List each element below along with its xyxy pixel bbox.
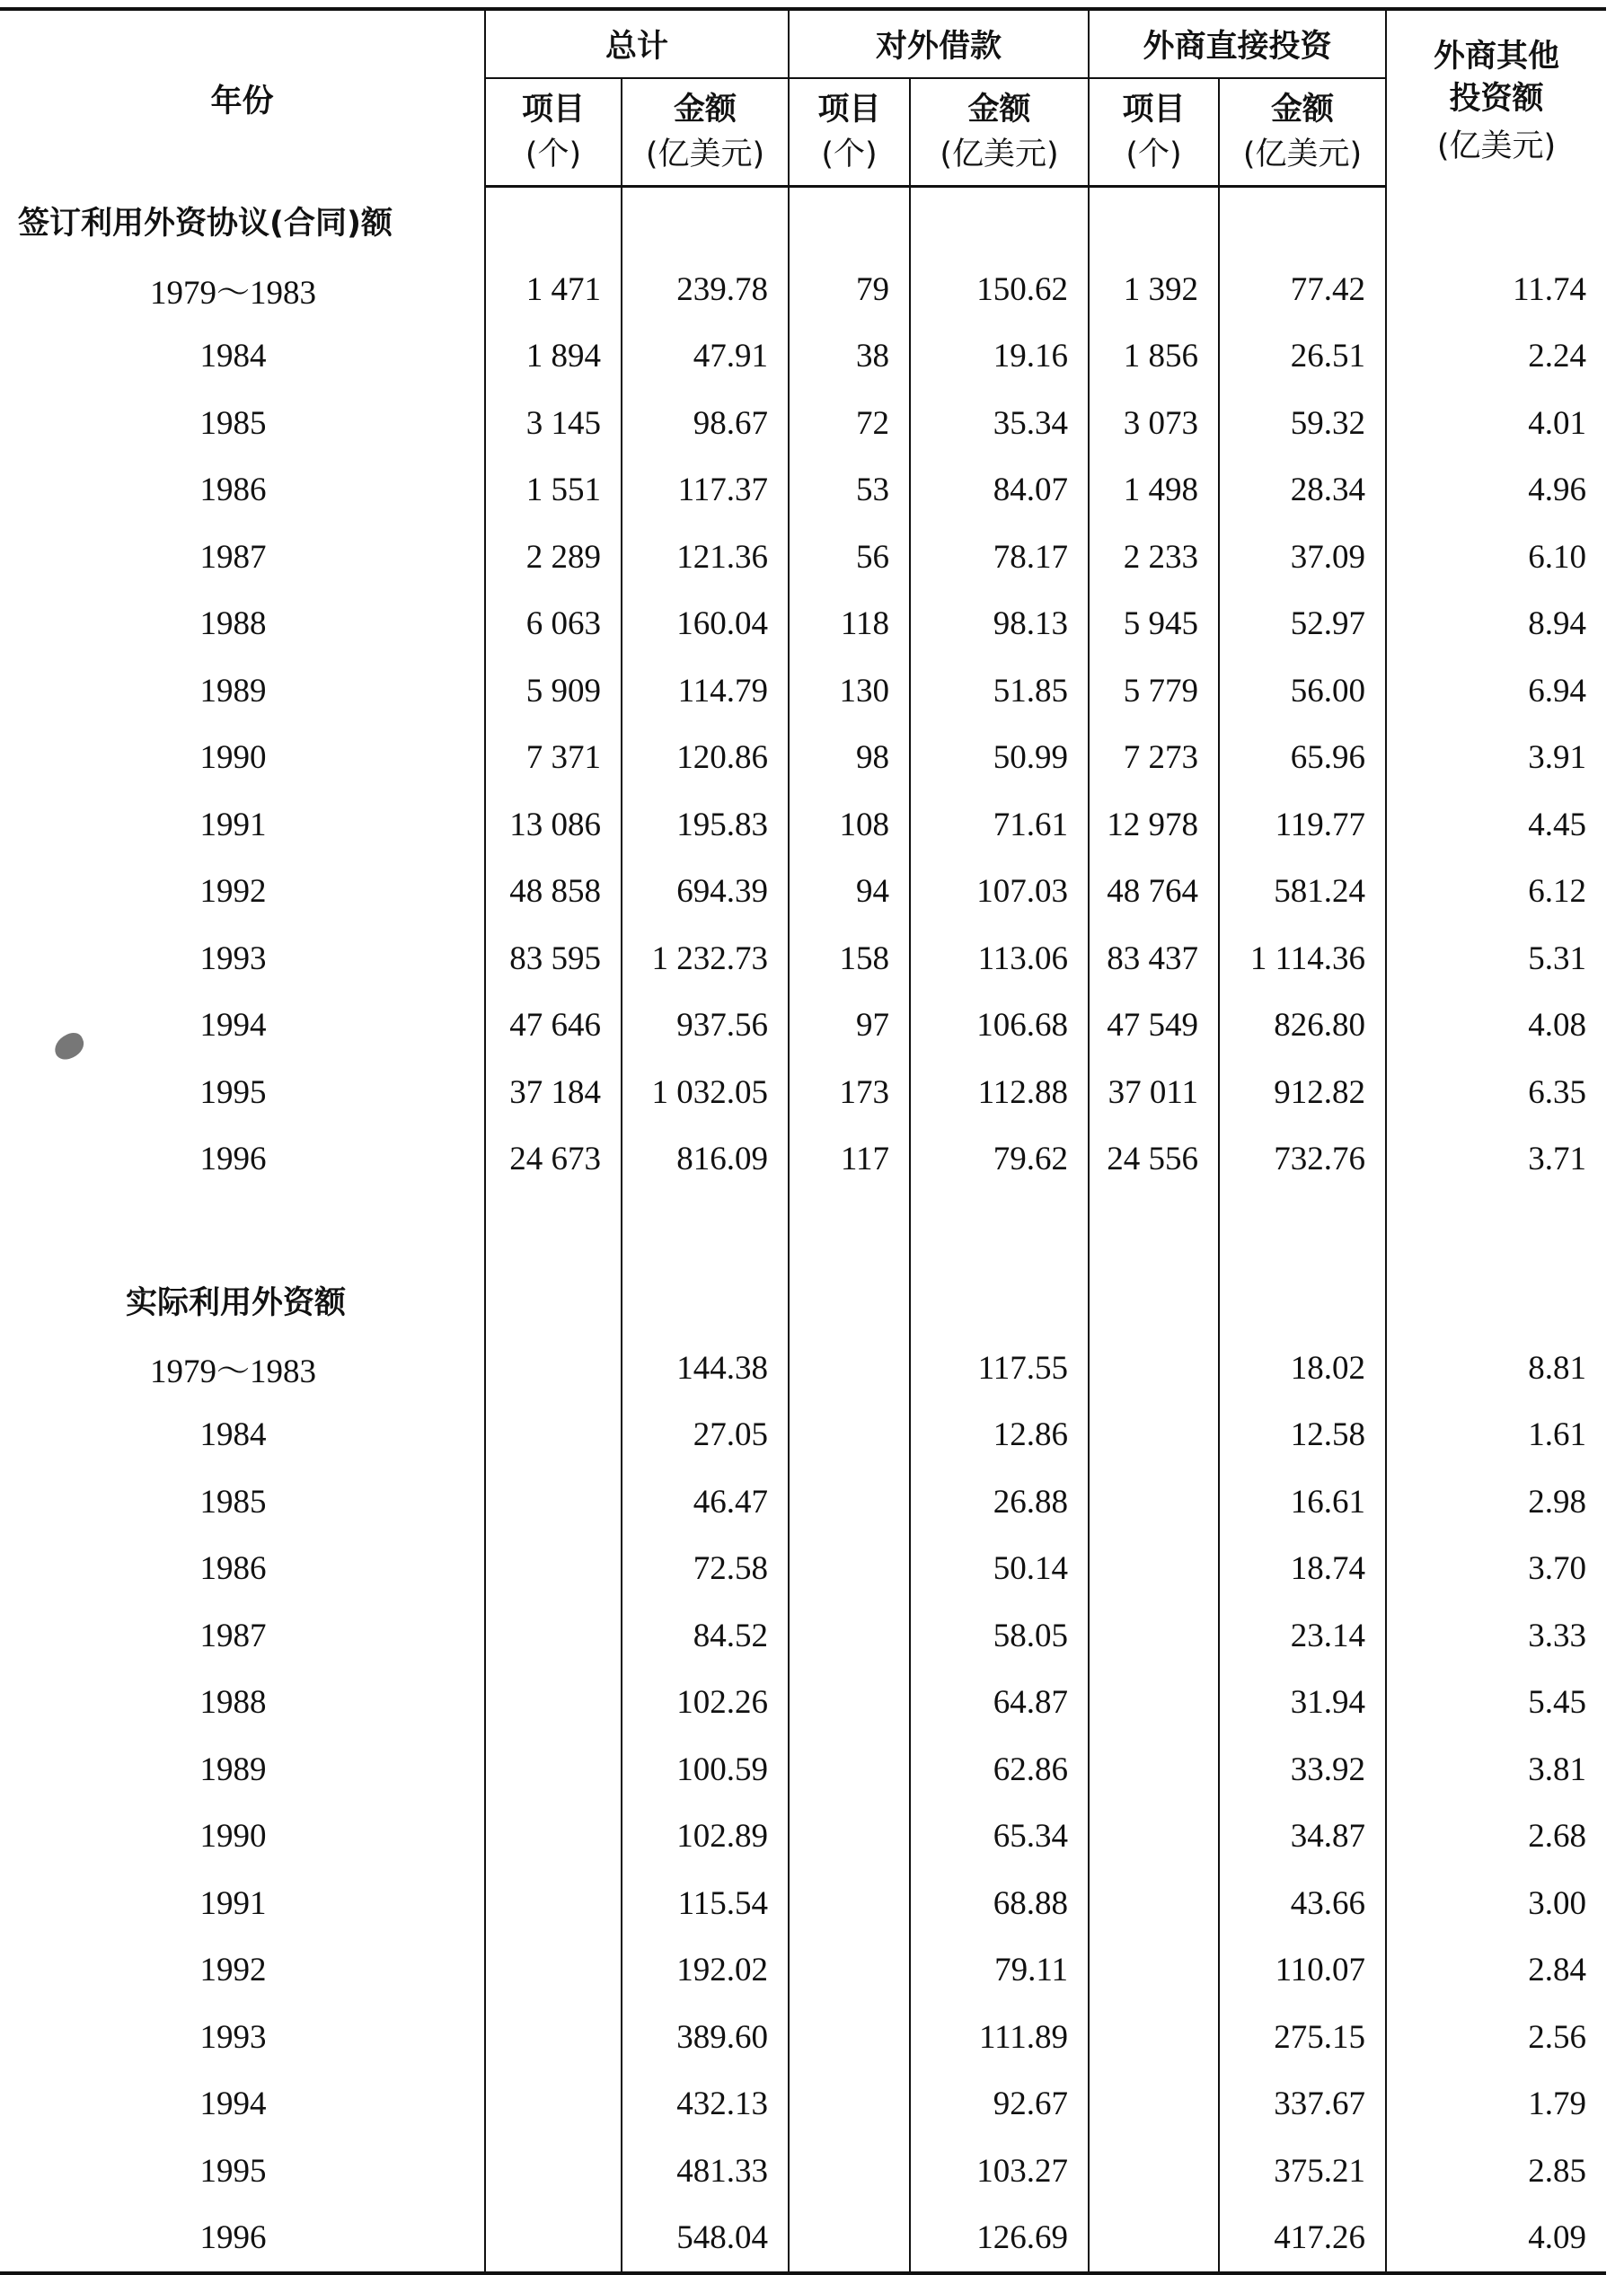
value-cell: 47 646 <box>485 992 622 1060</box>
value-cell: 114.79 <box>622 657 789 725</box>
value-cell: 53 <box>789 457 910 525</box>
value-cell: 58.05 <box>910 1602 1089 1670</box>
table-row <box>0 1670 1606 1737</box>
amount-unit: (亿美元) <box>940 137 1059 172</box>
value-cell: 98 <box>789 725 910 792</box>
value-cell: 417.26 <box>1219 2205 1386 2274</box>
value-cell: 5 909 <box>485 657 622 725</box>
year-cell: 1988 <box>199 1684 267 1722</box>
value-cell <box>1089 1803 1219 1871</box>
table-row <box>0 390 1606 457</box>
value-cell: 92.67 <box>910 2071 1089 2138</box>
value-cell: 1 392 <box>1089 256 1219 323</box>
table-body <box>0 187 1606 2274</box>
value-cell: 106.68 <box>910 992 1089 1060</box>
amount-unit: (亿美元) <box>645 137 765 172</box>
value-cell: 72.58 <box>622 1536 789 1603</box>
value-cell <box>485 2004 622 2071</box>
value-cell: 3.00 <box>1386 1870 1606 1937</box>
value-cell: 2 289 <box>485 524 622 591</box>
year-cell: 1987 <box>199 538 267 576</box>
value-cell: 103.27 <box>910 2138 1089 2205</box>
value-cell <box>485 1803 622 1871</box>
table-row <box>0 591 1606 658</box>
value-cell: 3.91 <box>1386 725 1606 792</box>
value-cell: 47.91 <box>622 323 789 391</box>
value-cell: 64.87 <box>910 1670 1089 1737</box>
year-cell: 1990 <box>199 1818 267 1856</box>
fdi-group-header: 外商直接投资 <box>1089 9 1386 78</box>
value-cell: 2.68 <box>1386 1803 1606 1871</box>
value-cell: 26.51 <box>1219 323 1386 391</box>
value-cell: 111.89 <box>910 2004 1089 2071</box>
table-row <box>0 1468 1606 1536</box>
value-cell: 50.99 <box>910 725 1089 792</box>
value-cell: 3.70 <box>1386 1536 1606 1603</box>
value-cell: 337.67 <box>1219 2071 1386 2138</box>
value-cell <box>789 1468 910 1536</box>
value-cell <box>789 2004 910 2071</box>
value-cell: 107.03 <box>910 859 1089 926</box>
value-cell: 78.17 <box>910 524 1089 591</box>
value-cell: 130 <box>789 657 910 725</box>
count-label: 项目 <box>521 92 585 128</box>
value-cell: 2.84 <box>1386 1937 1606 2005</box>
value-cell <box>485 1335 622 1402</box>
value-cell <box>789 1602 910 1670</box>
value-cell <box>1089 1602 1219 1670</box>
value-cell: 2.98 <box>1386 1468 1606 1536</box>
value-cell: 37 011 <box>1089 1059 1219 1126</box>
value-cell: 150.62 <box>910 256 1089 323</box>
table-row <box>0 1126 1606 1194</box>
value-cell <box>485 2138 622 2205</box>
amount-label: 金额 <box>1271 92 1335 128</box>
value-cell: 23.14 <box>1219 1602 1386 1670</box>
year-cell: 1994 <box>199 1007 267 1045</box>
value-cell: 72 <box>789 390 910 457</box>
value-cell: 4.96 <box>1386 457 1606 525</box>
value-cell: 13 086 <box>485 791 622 859</box>
table-row <box>0 256 1606 323</box>
value-cell: 47 549 <box>1089 992 1219 1060</box>
value-cell: 375.21 <box>1219 2138 1386 2205</box>
other-investment-label-2: 投资额 <box>1449 80 1544 117</box>
foreign-capital-table <box>0 7 1606 2275</box>
year-cell: 1994 <box>199 2085 267 2123</box>
fdi-amount-header <box>1219 78 1386 187</box>
value-cell: 126.69 <box>910 2205 1089 2274</box>
value-cell: 7 273 <box>1089 725 1219 792</box>
value-cell: 84.52 <box>622 1602 789 1670</box>
year-cell: 1992 <box>199 1952 267 1989</box>
value-cell <box>1089 1402 1219 1469</box>
value-cell <box>1089 2205 1219 2274</box>
year-cell: 1995 <box>199 1073 267 1111</box>
value-cell: 37 184 <box>485 1059 622 1126</box>
value-cell: 8.94 <box>1386 591 1606 658</box>
value-cell: 1 894 <box>485 323 622 391</box>
value-cell: 50.14 <box>910 1536 1089 1603</box>
value-cell: 4.45 <box>1386 791 1606 859</box>
value-cell <box>1089 1536 1219 1603</box>
value-cell: 548.04 <box>622 2205 789 2274</box>
value-cell: 112.88 <box>910 1059 1089 1126</box>
value-cell: 3.81 <box>1386 1736 1606 1803</box>
value-cell <box>485 1402 622 1469</box>
value-cell: 275.15 <box>1219 2004 1386 2071</box>
value-cell: 937.56 <box>622 992 789 1060</box>
table-row <box>0 859 1606 926</box>
value-cell: 581.24 <box>1219 859 1386 926</box>
year-cell: 1995 <box>199 2152 267 2190</box>
value-cell: 56 <box>789 524 910 591</box>
value-cell: 6.10 <box>1386 524 1606 591</box>
other-investment-header <box>1386 9 1606 187</box>
value-cell <box>1089 1937 1219 2005</box>
value-cell <box>485 1602 622 1670</box>
value-cell: 192.02 <box>622 1937 789 2005</box>
value-cell: 1 471 <box>485 256 622 323</box>
table-row <box>0 2138 1606 2205</box>
value-cell: 110.07 <box>1219 1937 1386 2005</box>
value-cell <box>485 1670 622 1737</box>
value-cell: 3 145 <box>485 390 622 457</box>
value-cell: 8.81 <box>1386 1335 1606 1402</box>
value-cell: 6 063 <box>485 591 622 658</box>
table-row <box>0 457 1606 525</box>
value-cell: 48 858 <box>485 859 622 926</box>
value-cell: 6.35 <box>1386 1059 1606 1126</box>
amount-label: 金额 <box>674 92 737 128</box>
value-cell <box>789 1803 910 1871</box>
count-unit: (个) <box>821 137 878 172</box>
year-cell: 1979～1983 <box>150 275 316 313</box>
year-cell: 1989 <box>199 1750 267 1788</box>
value-cell: 43.66 <box>1219 1870 1386 1937</box>
table-row <box>0 1736 1606 1803</box>
value-cell: 98.67 <box>622 390 789 457</box>
value-cell: 108 <box>789 791 910 859</box>
value-cell <box>1089 1670 1219 1737</box>
value-cell: 27.05 <box>622 1402 789 1469</box>
value-cell <box>789 2138 910 2205</box>
value-cell <box>1089 1736 1219 1803</box>
value-cell: 98.13 <box>910 591 1089 658</box>
value-cell: 83 437 <box>1089 925 1219 992</box>
table-row <box>0 524 1606 591</box>
value-cell: 432.13 <box>622 2071 789 2138</box>
value-cell: 2.56 <box>1386 2004 1606 2071</box>
table-row <box>0 323 1606 391</box>
value-cell: 816.09 <box>622 1126 789 1194</box>
value-cell: 26.88 <box>910 1468 1089 1536</box>
value-cell <box>485 1736 622 1803</box>
value-cell: 77.42 <box>1219 256 1386 323</box>
value-cell: 4.09 <box>1386 2205 1606 2274</box>
value-cell: 37.09 <box>1219 524 1386 591</box>
table-row <box>0 1937 1606 2005</box>
value-cell: 102.89 <box>622 1803 789 1871</box>
year-cell: 1996 <box>199 1141 267 1178</box>
year-cell: 1985 <box>199 404 267 442</box>
amount-label: 金额 <box>967 92 1031 128</box>
value-cell <box>1089 1468 1219 1536</box>
value-cell: 33.92 <box>1219 1736 1386 1803</box>
year-cell: 1992 <box>199 873 267 911</box>
value-cell: 31.94 <box>1219 1670 1386 1737</box>
value-cell: 59.32 <box>1219 390 1386 457</box>
value-cell: 1.61 <box>1386 1402 1606 1469</box>
value-cell: 3.71 <box>1386 1126 1606 1194</box>
value-cell: 826.80 <box>1219 992 1386 1060</box>
table-row <box>0 1602 1606 1670</box>
value-cell: 119.77 <box>1219 791 1386 859</box>
value-cell: 3 073 <box>1089 390 1219 457</box>
value-cell: 1 032.05 <box>622 1059 789 1126</box>
table-row <box>0 1335 1606 1402</box>
value-cell: 84.07 <box>910 457 1089 525</box>
value-cell: 2.85 <box>1386 2138 1606 2205</box>
table-row <box>0 925 1606 992</box>
value-cell: 389.60 <box>622 2004 789 2071</box>
value-cell: 1 498 <box>1089 457 1219 525</box>
value-cell: 1 551 <box>485 457 622 525</box>
table-row <box>0 791 1606 859</box>
value-cell <box>1089 1870 1219 1937</box>
value-cell: 113.06 <box>910 925 1089 992</box>
table-row <box>0 2004 1606 2071</box>
value-cell: 94 <box>789 859 910 926</box>
value-cell: 117 <box>789 1126 910 1194</box>
value-cell <box>485 2205 622 2274</box>
other-investment-label-1: 外商其他 <box>1434 38 1560 75</box>
value-cell: 6.94 <box>1386 657 1606 725</box>
year-cell: 1996 <box>199 2219 267 2257</box>
value-cell: 1 232.73 <box>622 925 789 992</box>
value-cell: 2.24 <box>1386 323 1606 391</box>
value-cell <box>485 1468 622 1536</box>
year-cell: 1990 <box>199 739 267 777</box>
year-cell: 1986 <box>199 472 267 509</box>
value-cell <box>789 1736 910 1803</box>
value-cell: 912.82 <box>1219 1059 1386 1126</box>
value-cell: 732.76 <box>1219 1126 1386 1194</box>
value-cell: 51.85 <box>910 657 1089 725</box>
value-cell: 68.88 <box>910 1870 1089 1937</box>
year-cell: 1991 <box>199 1884 267 1922</box>
value-cell <box>485 1870 622 1937</box>
total-group-header: 总计 <box>485 9 789 78</box>
table-row <box>0 1536 1606 1603</box>
table-row <box>0 1803 1606 1871</box>
value-cell: 117.55 <box>910 1335 1089 1402</box>
year-cell: 1991 <box>199 806 267 843</box>
year-cell: 1993 <box>199 2018 267 2056</box>
value-cell: 97 <box>789 992 910 1060</box>
value-cell <box>485 1937 622 2005</box>
value-cell: 71.61 <box>910 791 1089 859</box>
total-amount-header <box>622 78 789 187</box>
value-cell: 28.34 <box>1219 457 1386 525</box>
year-cell: 1986 <box>199 1550 267 1588</box>
value-cell: 46.47 <box>622 1468 789 1536</box>
value-cell: 12.58 <box>1219 1402 1386 1469</box>
value-cell <box>1089 2071 1219 2138</box>
value-cell: 19.16 <box>910 323 1089 391</box>
value-cell: 5.31 <box>1386 925 1606 992</box>
value-cell <box>789 1335 910 1402</box>
value-cell: 7 371 <box>485 725 622 792</box>
value-cell: 102.26 <box>622 1670 789 1737</box>
section-title-contracted: 签订利用外资协议(合同)额 <box>18 206 393 242</box>
value-cell: 24 673 <box>485 1126 622 1194</box>
foreign-loans-group-header: 对外借款 <box>789 9 1089 78</box>
count-unit: (个) <box>525 137 582 172</box>
value-cell: 56.00 <box>1219 657 1386 725</box>
value-cell: 2 233 <box>1089 524 1219 591</box>
table-row <box>0 1059 1606 1126</box>
value-cell: 118 <box>789 591 910 658</box>
table-row <box>0 992 1606 1060</box>
other-investment-label-3: (亿美元) <box>1436 128 1557 164</box>
year-cell: 1987 <box>199 1617 267 1654</box>
value-cell: 1 856 <box>1089 323 1219 391</box>
count-unit: (个) <box>1125 137 1182 172</box>
year-cell: 1989 <box>199 672 267 710</box>
value-cell: 65.34 <box>910 1803 1089 1871</box>
value-cell: 144.38 <box>622 1335 789 1402</box>
table-row <box>0 2205 1606 2274</box>
value-cell: 120.86 <box>622 725 789 792</box>
value-cell <box>1089 2004 1219 2071</box>
value-cell: 65.96 <box>1219 725 1386 792</box>
value-cell: 18.02 <box>1219 1335 1386 1402</box>
value-cell: 239.78 <box>622 256 789 323</box>
table-row <box>0 657 1606 725</box>
value-cell: 158 <box>789 925 910 992</box>
value-cell: 34.87 <box>1219 1803 1386 1871</box>
value-cell: 5.45 <box>1386 1670 1606 1737</box>
value-cell <box>789 1870 910 1937</box>
loans-count-header <box>789 78 910 187</box>
value-cell: 12 978 <box>1089 791 1219 859</box>
value-cell: 100.59 <box>622 1736 789 1803</box>
count-label: 项目 <box>817 92 881 128</box>
value-cell <box>789 2205 910 2274</box>
value-cell: 18.74 <box>1219 1536 1386 1603</box>
value-cell <box>789 1937 910 2005</box>
value-cell: 16.61 <box>1219 1468 1386 1536</box>
value-cell: 5 779 <box>1089 657 1219 725</box>
value-cell: 5 945 <box>1089 591 1219 658</box>
value-cell: 35.34 <box>910 390 1089 457</box>
value-cell: 117.37 <box>622 457 789 525</box>
year-cell: 1979～1983 <box>150 1354 316 1391</box>
value-cell: 4.08 <box>1386 992 1606 1060</box>
value-cell <box>789 1670 910 1737</box>
value-cell: 83 595 <box>485 925 622 992</box>
value-cell: 1 114.36 <box>1219 925 1386 992</box>
value-cell: 62.86 <box>910 1736 1089 1803</box>
value-cell: 38 <box>789 323 910 391</box>
year-cell: 1993 <box>199 939 267 977</box>
value-cell: 481.33 <box>622 2138 789 2205</box>
section-row-contracted <box>0 187 1606 257</box>
value-cell: 79 <box>789 256 910 323</box>
value-cell <box>789 2071 910 2138</box>
value-cell <box>485 1536 622 1603</box>
year-cell: 1988 <box>199 605 267 643</box>
value-cell: 115.54 <box>622 1870 789 1937</box>
table-row <box>0 1402 1606 1469</box>
fdi-count-header <box>1089 78 1219 187</box>
table-row <box>0 2071 1606 2138</box>
value-cell: 195.83 <box>622 791 789 859</box>
year-column-header: 年份 <box>210 83 274 119</box>
section-title-actual: 实际利用外资额 <box>126 1285 347 1321</box>
value-cell: 173 <box>789 1059 910 1126</box>
value-cell: 24 556 <box>1089 1126 1219 1194</box>
value-cell <box>789 1402 910 1469</box>
loans-amount-header <box>910 78 1089 187</box>
table-row <box>0 725 1606 792</box>
year-cell: 1985 <box>199 1483 267 1521</box>
section-row-actual <box>0 1266 1606 1335</box>
value-cell: 52.97 <box>1219 591 1386 658</box>
value-cell: 6.12 <box>1386 859 1606 926</box>
value-cell: 1.79 <box>1386 2071 1606 2138</box>
value-cell: 121.36 <box>622 524 789 591</box>
value-cell: 4.01 <box>1386 390 1606 457</box>
year-cell: 1984 <box>199 1416 267 1454</box>
amount-unit: (亿美元) <box>1242 137 1363 172</box>
year-cell: 1984 <box>199 338 267 375</box>
value-cell: 48 764 <box>1089 859 1219 926</box>
total-count-header <box>485 78 622 187</box>
value-cell: 160.04 <box>622 591 789 658</box>
value-cell: 79.11 <box>910 1937 1089 2005</box>
table-row <box>0 1870 1606 1937</box>
value-cell <box>1089 1335 1219 1402</box>
count-label: 项目 <box>1122 92 1186 128</box>
value-cell: 694.39 <box>622 859 789 926</box>
value-cell: 12.86 <box>910 1402 1089 1469</box>
value-cell <box>1089 2138 1219 2205</box>
value-cell <box>485 2071 622 2138</box>
value-cell: 3.33 <box>1386 1602 1606 1670</box>
value-cell: 79.62 <box>910 1126 1089 1194</box>
value-cell <box>789 1536 910 1603</box>
value-cell: 11.74 <box>1386 256 1606 323</box>
